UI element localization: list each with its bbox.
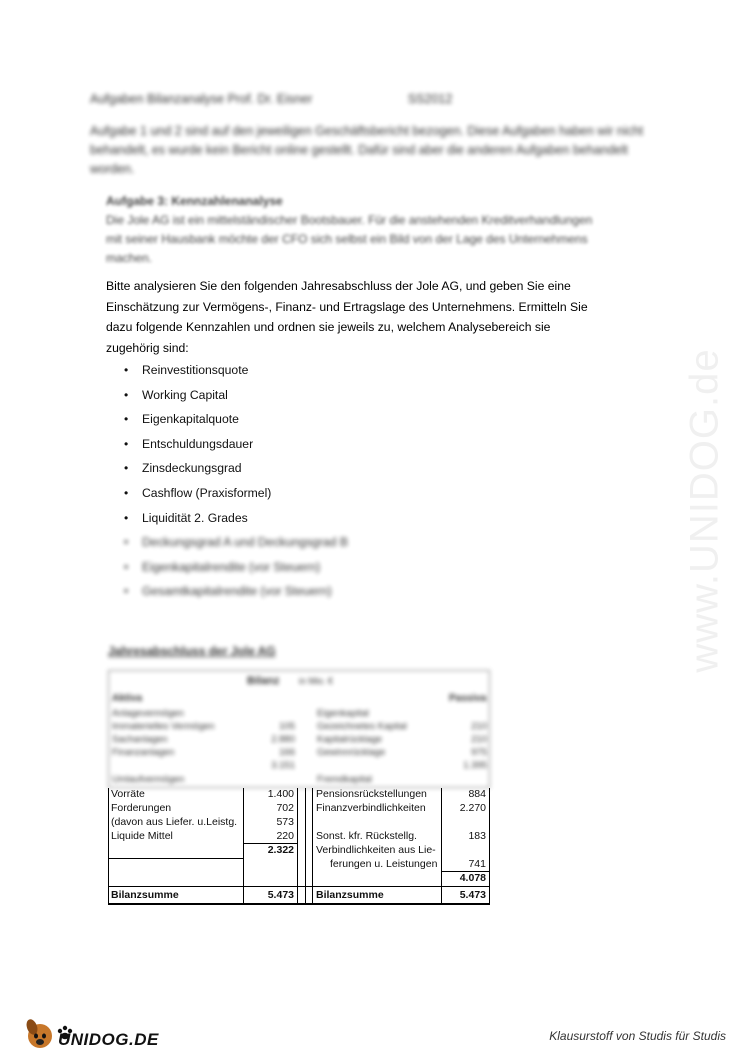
table-total-row: Bilanzsumme 5.473 Bilanzsumme 5.473	[111, 889, 486, 901]
list-item: • Eigenkapitalrendite (vor Steuern)	[124, 559, 321, 574]
aktiva-label: Aktiva	[112, 693, 143, 704]
task-description	[106, 192, 606, 268]
unidog-logo	[20, 1012, 160, 1052]
table-row: 4.078	[459, 872, 486, 884]
table-row: Vorräte 1.400 Pensionsrückstellungen 884	[111, 788, 486, 800]
table-row: ferungen u. Leistungen 741	[330, 858, 486, 870]
list-item: • Entschuldungsdauer	[124, 436, 254, 451]
list-item: • Gesamtkapitalrendite (vor Steuern)	[124, 584, 332, 599]
logo-text: UNIDOG.DE	[58, 1030, 159, 1049]
list-item: • Cashflow (Praxisformel)	[124, 485, 272, 500]
task-instruction: Bitte analysieren Sie den folgenden Jahresabschluss der Jole AG, und geben Sie eine Einschätzung zur Vermögens-, Finanz- und Ertragslage des Unternehmens. Ermitteln Sie dazu folgende Kennzahlen und ordnen sie jeweils zu, welchem Analysebereich sie zugehörig sind:	[106, 279, 588, 355]
list-item: • Liquidität 2. Grades	[124, 510, 248, 525]
header-title: Aufgaben Bilanzanalyse Prof. Dr. Eisner	[90, 92, 313, 106]
task-title: Aufgabe 3: Kennzahlenanalyse	[106, 194, 283, 208]
list-item: • Deckungsgrad A und Deckungsgrad B	[124, 535, 348, 550]
table-row: 2.322 Verbindlichkeiten aus Lie-	[267, 844, 436, 856]
list-item: • Working Capital	[124, 387, 228, 402]
kennzahlen-list	[106, 358, 348, 604]
table-row: (davon aus Liefer. u.Leistg. 573	[111, 816, 294, 828]
table-unit: in Mio. €	[299, 676, 334, 686]
footer-tagline: Klausurstoff von Studis für Studis	[549, 1029, 726, 1043]
site-watermark: www.UNIDOG.de	[682, 347, 727, 673]
intro-paragraph: Aufgabe 1 und 2 sind auf den jeweiligen Geschäftsbericht bezogen. Diese Aufgaben haben wir nicht behandelt, es wurde kein Bericht online gestellt. Dafür sind aber die anderen Aufgaben behandelt worden.	[90, 124, 644, 176]
list-item: • Eigenkapitalquote	[124, 412, 239, 427]
balance-sheet-top: Bilanz in Mio. € Aktiva Passiva Anlagevermögen Eigenkapital Immaterielles Vermögen 105 Gezeichnetes Kapital 210 Sachanlagen 2.880 Kapitalrücklage 210 Finanzanlagen 166 Gewinnrücklage 975 3.151 1.395 Umlaufvermögen Fremdkapital	[108, 670, 490, 788]
task-text: Die Jole AG ist ein mittelständischer Bootsbauer. Für die anstehenden Kreditverhandlungen mit seiner Hausbank möchte der CFO sich selbst ein Bild von der Lage des Unternehmens machen.	[106, 213, 593, 265]
page-header	[90, 92, 452, 106]
header-code: SS2012	[407, 92, 453, 106]
passiva-label: Passiva	[449, 693, 487, 704]
list-item: • Reinvestitionsquote	[124, 363, 249, 377]
table-caption: Bilanz	[247, 675, 280, 687]
table-row: Liquide Mittel 220 Sonst. kfr. Rückstellg. 183	[111, 830, 486, 842]
list-item: • Zinsdeckungsgrad	[124, 461, 242, 476]
balance-sheet-bottom	[108, 788, 490, 904]
balance-sheet-table	[108, 670, 490, 904]
table-section-title: Jahresabschluss der Jole AG	[108, 644, 276, 658]
table-row: Forderungen 702 Finanzverbindlichkeiten 2.270	[111, 802, 486, 814]
